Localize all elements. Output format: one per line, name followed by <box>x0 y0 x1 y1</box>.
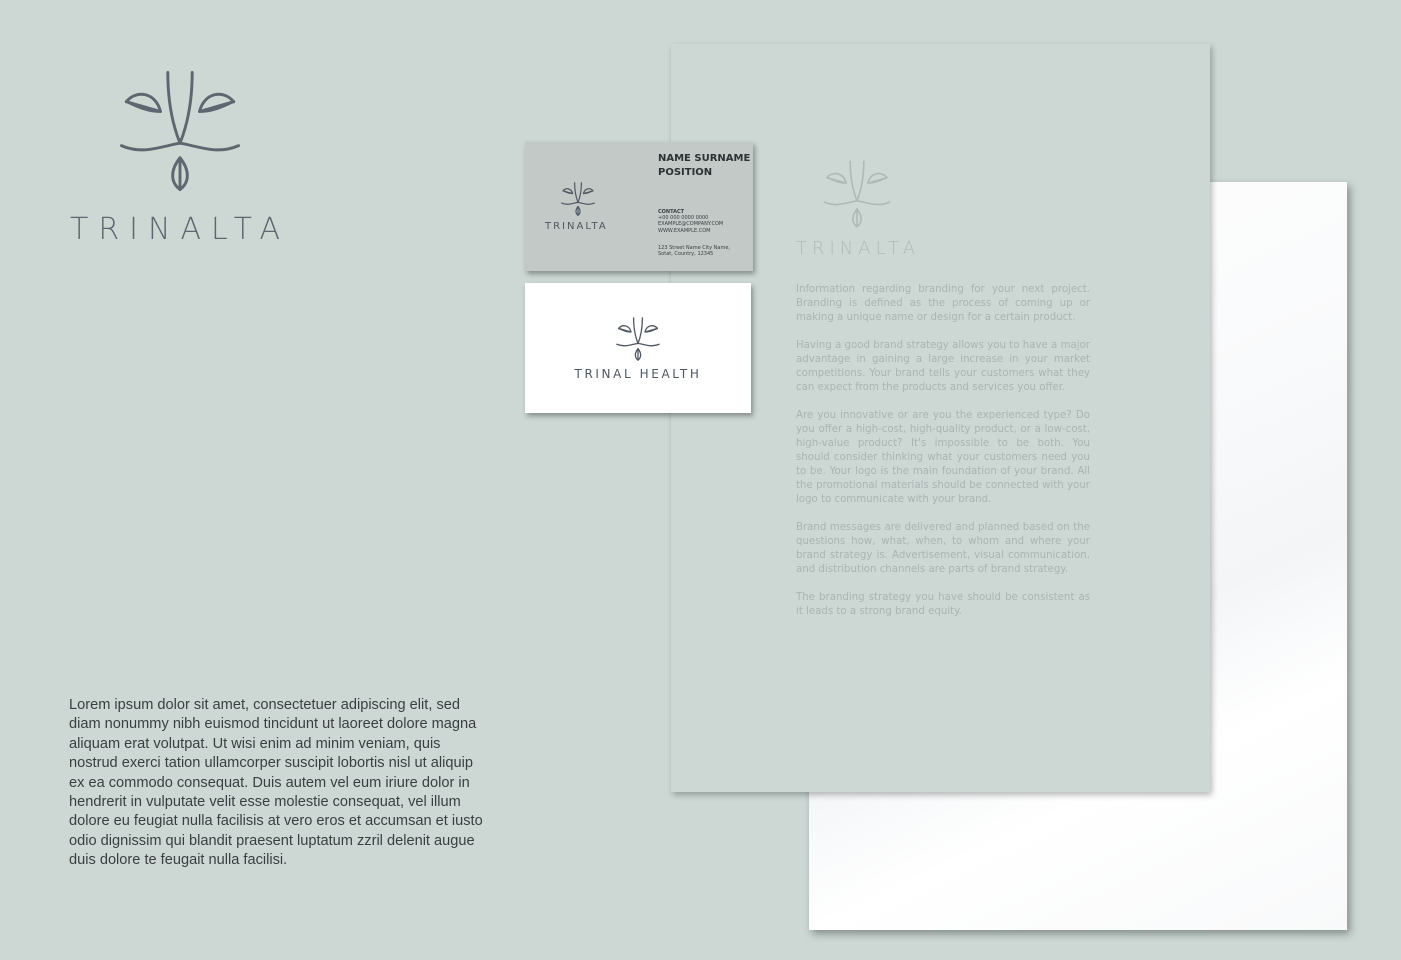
letterhead-paragraph: Having a good brand strategy allows you to have a major advantage in gaining a large increase in your market competitions. Your brand tells your customers what they can expect from the products and services you offer. <box>796 340 1090 393</box>
business-card-back <box>525 283 751 413</box>
card-website: WWW.EXAMPLE.COM <box>658 227 711 234</box>
leaf-flower-icon <box>560 182 596 216</box>
leaf-flower-icon <box>615 317 661 361</box>
card-name-block <box>658 152 750 180</box>
card-address-line: Sotat, Country, 12345 <box>658 251 714 258</box>
card-phone: +00 000 0000 0000 <box>658 215 709 222</box>
card-contact-title: CONTACT <box>658 209 685 215</box>
leaf-flower-icon <box>822 160 892 228</box>
letterhead-paragraph: Are you innovative or are you the experienced type? Do you offer a high-cost, high-quality product, or a low-cost, high-value product? It's impossible to be both. You should consider thinking what your customers need you to be. Your logo is the main foundation of your brand. All the promotional materials should be connected with your logo to communicate with your brand. <box>796 410 1090 505</box>
card-address-line: 123 Street Name City Name, <box>658 245 730 251</box>
business-card-front <box>525 142 753 271</box>
card-email: EXAMPLE@COMPANY.COM <box>658 221 724 228</box>
card-wordmark: TRINALTA <box>545 221 608 232</box>
card-position: POSITION <box>658 167 713 178</box>
description-paragraph: Lorem ipsum dolor sit amet, consectetuer adipiscing elit, sed diam nonummy nibh euismod tincidunt ut laoreet dolore magna aliquam erat volutpat. Ut wisi enim ad minim veniam, quis nostrud exerci tation ullamcorper suscipit lobortis nisl ut aliquip ex ea commodo consequat. Duis autem vel eum iriure dolor in hendrerit in vulputate velit esse molestie consequat, vel illum dolore eu feugiat nulla facilisis at vero eros et accumsan et iusto odio dignissim qui blandit praesent luptatum zzril delenit augue duis dolore te feugait nulla facilisi. <box>69 697 483 869</box>
card-address <box>658 245 730 257</box>
letterhead-wordmark: TRINALTA <box>796 238 921 259</box>
letterhead-body <box>796 283 1090 633</box>
card-back-wordmark: TRINAL HEALTH <box>574 367 702 381</box>
card-contact <box>658 209 723 234</box>
letterhead-paragraph: Information regarding branding for your next project. Branding is defined as the process of coming up or making a unique name or design for a certain product. <box>796 284 1090 323</box>
letterhead-paragraph: The branding strategy you have should be consistent as it leads to a strong brand equity. <box>796 592 1090 617</box>
leaf-flower-icon <box>118 70 242 192</box>
brand-wordmark: TRINALTA <box>70 212 291 247</box>
letterhead-paragraph: Brand messages are delivered and planned based on the questions how, what, when, to whom and where your brand strategy is. Advertisement, visual communication, and distribution channels are parts of brand strategy. <box>796 522 1090 575</box>
card-name: NAME SURNAME <box>658 153 751 164</box>
